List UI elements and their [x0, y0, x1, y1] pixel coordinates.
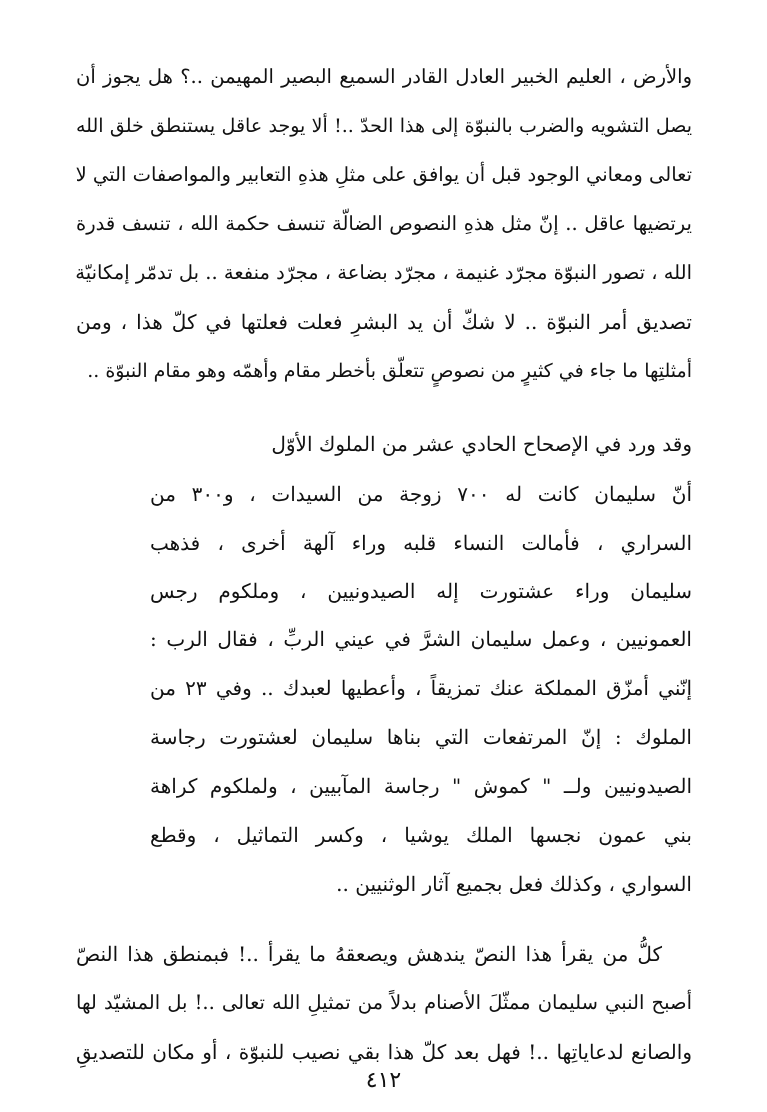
paragraph-line: الله ، تصور النبوّة مجرّد غنيمة ، مجرّد بضاعة ، مجرّد منفعة .. بل تدمّر إمكانيّة: [75, 261, 692, 284]
quote-line: سليمان وراء عشتورت إله الصيدونيين ، وملكوم رجس: [150, 579, 692, 603]
quote-line: وقد ورد في الإصحاح الحادي عشر من الملوك الأوّل: [271, 432, 692, 456]
quote-line: بني عمون نجسها الملك يوشيا ، وكسر التماثيل ، وقطع: [150, 823, 692, 847]
quote-line: السراري ، فأمالت النساء قلبه وراء آلهة أخرى ، فذهب: [150, 531, 692, 555]
quote-line: السواري ، وكذلك فعل بجميع آثار الوثنيين ..: [336, 872, 692, 896]
paragraph-line: يصل التشويه والضرب بالنبوّة إلى هذا الحدّ ..! ألا يوجد عاقل يستنطق خلق الله: [76, 115, 692, 137]
paragraph-line: أصبح النبي سليمان ممثّلَ الأصنام بدلاً من تمثيلِ الله تعالى ..! بل المشيّد لها: [76, 991, 692, 1014]
paragraph-line: تصديق أمر النبوّة .. لا شكّ أن يد البشرِ فعلت فعلتها في كلّ هذا ، ومن: [76, 310, 692, 334]
paragraph-line: يرتضيها عاقل .. إنّ مثل هذهِ النصوص الضالّة تنسف حكمة الله ، تنسف قدرة: [76, 212, 692, 235]
paragraph-line: والصانع لدعاياتِها ..! فهل بعد كلّ هذا بقي نصيب للنبوّة ، أو مكان للتصديقِ: [76, 1040, 692, 1064]
quote-line: العمونيين ، وعمل سليمان الشرَّ في عيني الربِّ ، فقال الرب :: [150, 627, 692, 651]
quote-line: أنّ سليمان كانت له ٧٠٠ زوجة من السيدات ، و٣٠٠ من: [150, 482, 692, 506]
page-number: ٤١٢: [365, 1068, 402, 1093]
quote-line: الصيدونيين ولــ " كموش " رجاسة المآبيين ، ولملكوم كراهة: [150, 774, 692, 798]
paragraph-line: كلُّ من يقرأ هذا النصّ يندهش ويصعقهُ ما يقرأ ..! فبمنطق هذا النصّ: [76, 942, 662, 966]
paragraph-line: والأرض ، العليم الخبير العادل القادر السميع البصير المهيمن ..؟ هل يجوز أن: [76, 65, 692, 88]
paragraph-line: تعالى ومعاني الوجود قبل أن يوافق على مثلِ هذهِ التعابير والمواصفات التي لا: [75, 163, 692, 186]
paragraph-line: أمثلتِها ما جاء في كثيرٍ من نصوصٍ تتعلّق بأخطر مقام وأهمّه وهو مقام النبوّة ..: [87, 360, 692, 382]
quote-line: إنّني أمزّق المملكة عنك تمزيقاً ، وأعطيها لعبدك .. وفي ٢٣ من: [150, 676, 693, 700]
quote-line: الملوك : إنّ المرتفعات التي بناها سليمان لعشتورت رجاسة: [150, 725, 692, 749]
